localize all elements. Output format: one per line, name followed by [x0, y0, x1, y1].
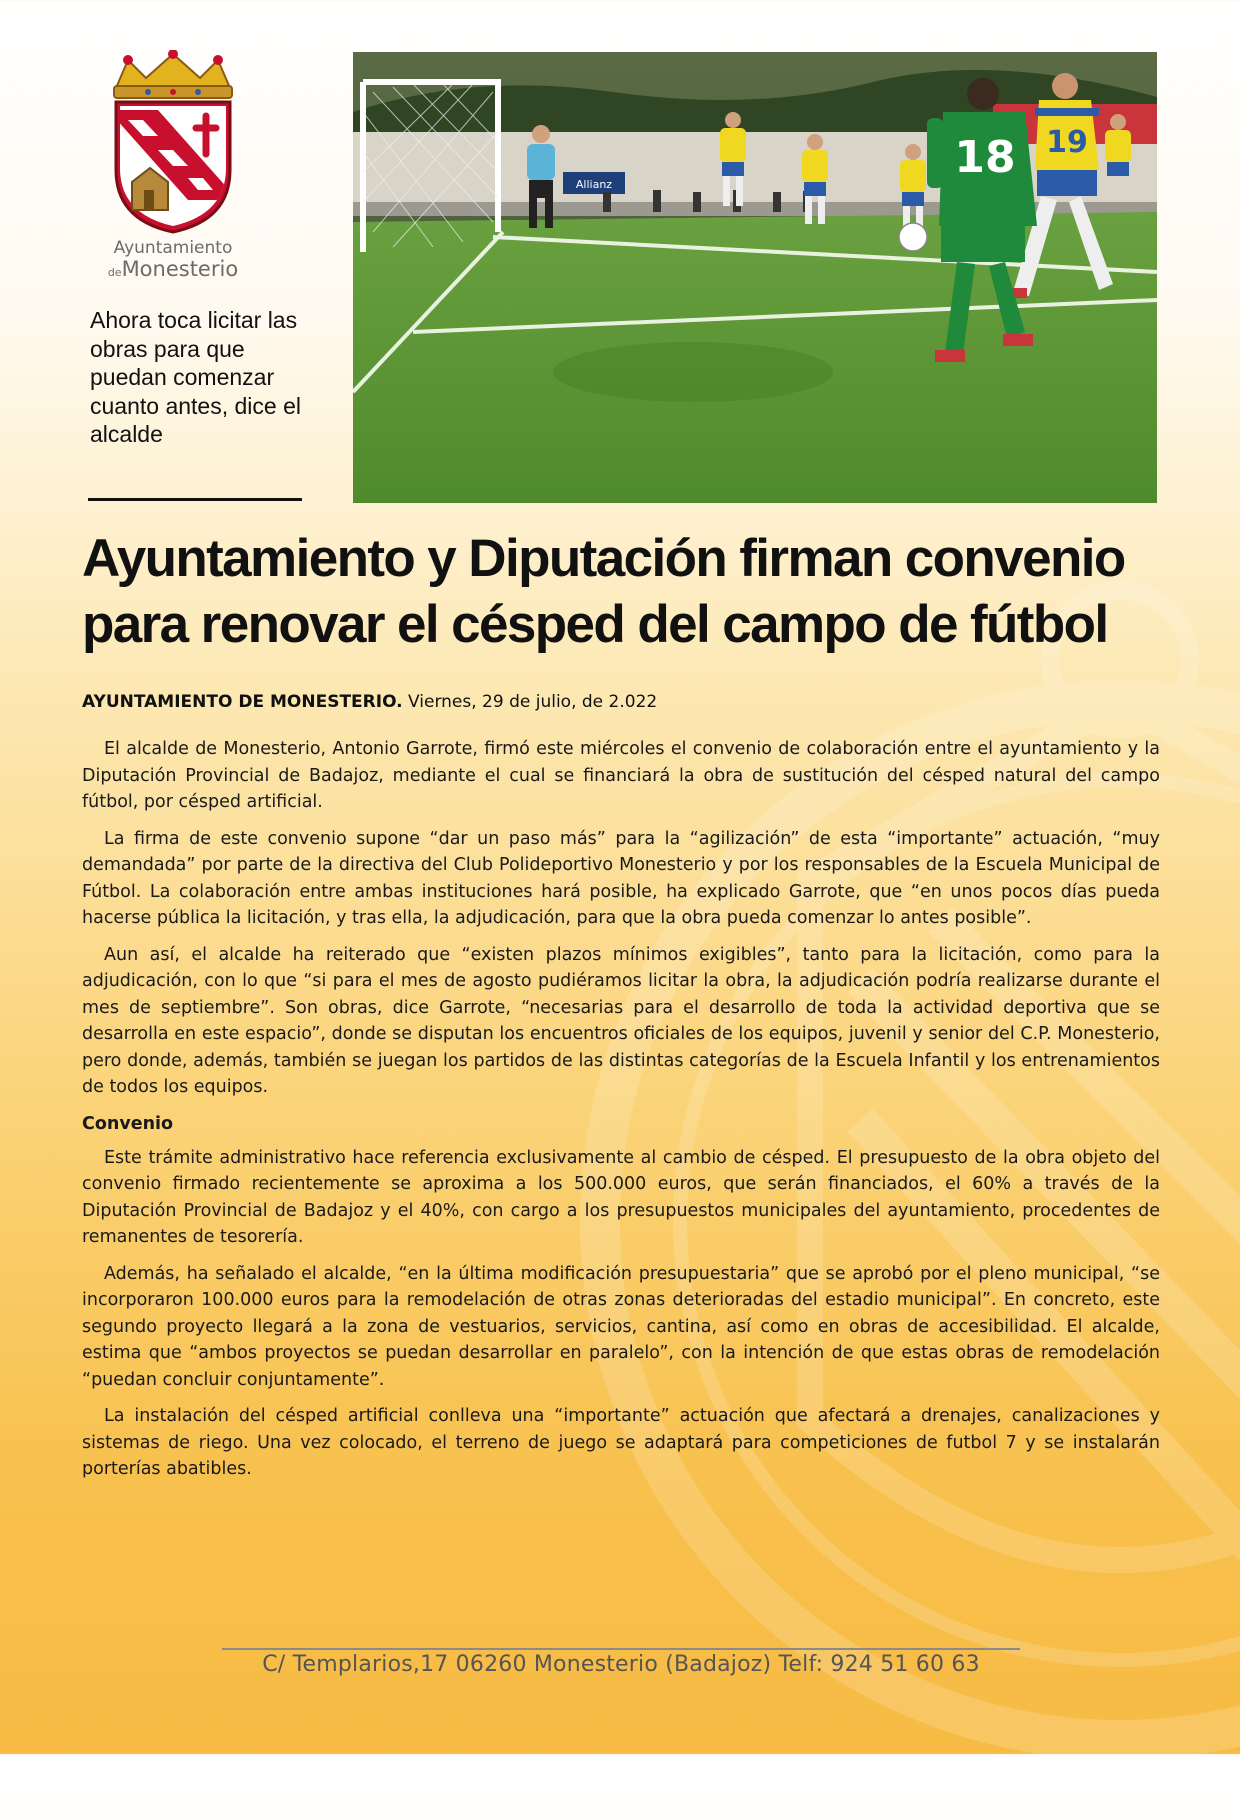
yellow-jersey-number: 19	[1046, 125, 1088, 160]
article-paragraph: Además, ha señalado el alcalde, “en la última modificación presupuestaria” que se aprobó por el pleno municipal, “se incorporaron 100.000 euros para la remodelación de otras zonas deterioradas del estadio municipal”. En concreto, este segundo proyecto llegará a la zona de vestuarios, servicios, cantina, así como en obras de accesibilidad. El alcalde, estima que “ambos proyectos se puedan desarrollar en paralelo”, con la intención de que estas obras de remodelación “puedan concluir conjuntamente”.	[82, 1263, 1160, 1390]
football-match-photo	[353, 52, 1157, 503]
article-body	[82, 736, 1160, 1493]
logo-line-2-name: Monesterio	[121, 256, 239, 281]
coat-of-arms-icon	[98, 50, 248, 235]
subhead-divider	[88, 498, 302, 501]
dateline-date: Viernes, 29 de julio, de 2.022	[402, 692, 658, 712]
article-paragraph: La instalación del césped artificial conlleva una “importante” actuación que afectará a drenajes, canalizaciones y sistemas de riego. Una vez colocado, el terreno de juego se adaptará para competiciones de futbol 7 y se instalarán porterías abatibles.	[82, 1406, 1160, 1479]
section-heading: Convenio	[82, 1113, 174, 1134]
article-paragraph: Aun así, el alcalde ha reiterado que “existen plazos mínimos exigibles”, tanto para la licitación, como para la adjudicación, con lo que “si para el mes de agosto pudiéramos licitar la obra, la adjudicación podría realizarse durante el mes de septiembre”. Son obras, dice Garrote, “necesarias para el desarrollo de toda la actividad deportiva que se desarrolla en este espacio”, donde se disputan los encuentros oficiales de los equipos, juvenil y senior del C.P. Monesterio, pero donde, además, también se juegan los partidos de las distintas categorías de la Escuela Infantil y los entrenamientos de todos los equipos.	[82, 944, 1160, 1097]
logo-line-2-prefix: de	[107, 265, 122, 279]
logo-line-2	[98, 258, 248, 280]
dateline	[82, 692, 657, 712]
footer-address: C/ Templarios,17 06260 Monesterio (Badajoz) Telf: 924 51 60 63	[262, 1652, 980, 1677]
article-paragraph: Este trámite administrativo hace referencia exclusivamente al cambio de césped. El presupuesto de la obra objeto del convenio firmado recientemente se aproxima a los 500.000 euros, que serán financiados, el 60% a través de la Diputación Provincial de Badajoz y el 40%, con cargo a los presupuestos municipales del ayuntamiento, procedentes de remanentes de tesorería.	[82, 1147, 1160, 1247]
subhead: Ahora toca licitar las obras para que puedan comenzar cuanto antes, dice el alcalde	[90, 307, 301, 447]
green-jersey-number: 18	[954, 132, 1016, 183]
footer-divider	[222, 1648, 1020, 1650]
logo-wordmark	[98, 240, 248, 280]
headline: Ayuntamiento y Diputación firman convenio para renovar el césped del campo de fútbol	[82, 529, 1125, 654]
logo-line-1: Ayuntamiento	[113, 238, 233, 258]
article-paragraph: El alcalde de Monesterio, Antonio Garrote, firmó este miércoles el convenio de colaboración entre el ayuntamiento y la Diputación Provincial de Badajoz, mediante el cual se financiará la obra de sustitución del césped natural del campo fútbol, por césped artificial.	[82, 739, 1160, 812]
dateline-source: AYUNTAMIENTO DE MONESTERIO.	[82, 692, 403, 712]
ad-board-text: Allianz	[575, 178, 613, 191]
article-paragraph: La firma de este convenio supone “dar un paso más” para la “agilización” de esta “importante” actuación, “muy demandada” por parte de la directiva del Club Polideportivo Monesterio y por los responsables de la Escuela Municipal de Fútbol. La colaboración entre ambas instituciones hará posible, ha explicado Garrote, que “en unos pocos días pueda hacerse pública la licitación, y tras ella, la adjudicación, para que la obra pueda comenzar lo antes posible”.	[82, 828, 1160, 928]
